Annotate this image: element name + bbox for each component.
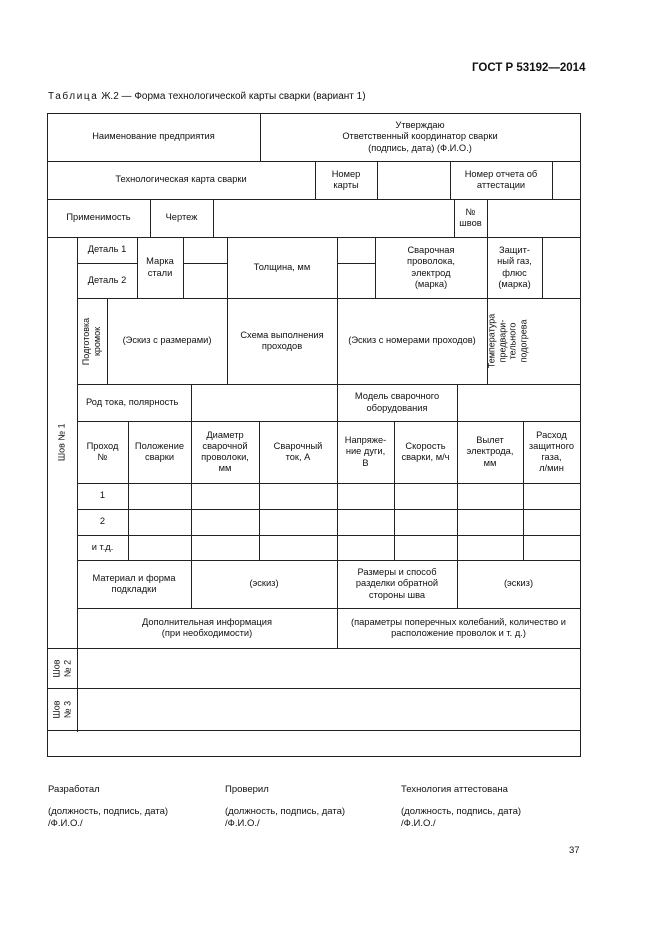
seams-number-line: № bbox=[465, 206, 476, 217]
part-1-label: Деталь 1 bbox=[87, 244, 127, 255]
col-line: сварки, м/ч bbox=[401, 452, 450, 462]
preheat-text bbox=[486, 314, 528, 369]
col-line: Скорость bbox=[405, 440, 446, 451]
grid-line bbox=[337, 263, 375, 264]
seam-2-line: Шов bbox=[51, 658, 62, 678]
col-wire-diameter bbox=[191, 421, 259, 483]
row-number: 1 bbox=[99, 490, 106, 501]
signature-name: /Ф.И.О./ bbox=[401, 818, 436, 829]
preheat-line: тельного bbox=[507, 322, 518, 360]
col-pass-number bbox=[77, 421, 128, 483]
signature-title: Технология аттестована bbox=[401, 784, 508, 795]
preheat-label bbox=[487, 298, 527, 384]
seam-2-label bbox=[47, 648, 77, 688]
oscillation-line: расположение проволок и т. д.) bbox=[391, 628, 526, 638]
thickness-label: Толщина, мм bbox=[253, 261, 311, 272]
wire-line: (марка) bbox=[414, 278, 448, 289]
gas-line: (марка) bbox=[498, 278, 531, 289]
grid-line bbox=[47, 756, 581, 757]
additional-info-line: Дополнительная информация bbox=[142, 616, 272, 627]
col-line: электрода, bbox=[466, 446, 514, 457]
grid-line bbox=[542, 237, 543, 298]
sketch-dims-label: (Эскиз с размерами) bbox=[122, 335, 212, 346]
col-line: Положение bbox=[134, 440, 185, 451]
row-number: 2 bbox=[99, 516, 106, 527]
col-line: ние дуги, bbox=[345, 446, 386, 457]
row-number: и т.д. bbox=[91, 541, 114, 552]
col-line: Вылет bbox=[476, 435, 504, 446]
col-line: мм bbox=[483, 457, 497, 468]
approve-line: (подпись, дата) (Ф.И.О.) bbox=[368, 142, 472, 153]
scheme-line: Схема выполнения bbox=[240, 329, 324, 340]
steel-grade-line: Марка bbox=[146, 256, 174, 267]
signature-line: (должность, подпись, дата) bbox=[48, 806, 169, 817]
edge-prep-line: кромок bbox=[92, 326, 102, 356]
grid-line bbox=[183, 237, 184, 298]
wire-line: электрод bbox=[411, 267, 451, 278]
wire-line: проволока, bbox=[407, 256, 455, 267]
seam-3-label bbox=[47, 688, 77, 730]
table-caption bbox=[48, 91, 366, 102]
col-stickout bbox=[457, 421, 523, 483]
col-line: защитного bbox=[528, 440, 575, 451]
grid-line bbox=[47, 730, 581, 731]
col-line: газа, bbox=[541, 452, 562, 462]
seam-3-line: № 3 bbox=[61, 700, 72, 718]
signature-spacer bbox=[225, 796, 345, 806]
grid-line bbox=[47, 648, 581, 649]
gas-label bbox=[487, 237, 542, 298]
seams-number-label bbox=[454, 199, 487, 237]
gas-line: Защит- bbox=[499, 245, 530, 256]
seams-number-line: швов bbox=[459, 218, 482, 228]
col-line: мм bbox=[218, 463, 232, 474]
signature-name: /Ф.И.О./ bbox=[225, 818, 260, 829]
seam-1-label bbox=[47, 237, 77, 648]
signature-name: /Ф.И.О./ bbox=[48, 818, 83, 829]
col-line: Сварочный bbox=[273, 440, 323, 451]
grid-line bbox=[552, 161, 553, 199]
signature-developed bbox=[48, 784, 168, 830]
grid-line bbox=[77, 509, 581, 510]
report-number-label bbox=[450, 161, 552, 199]
report-number-line: аттестации bbox=[476, 180, 526, 190]
signature-spacer bbox=[401, 796, 521, 806]
part-2-label: Деталь 2 bbox=[87, 274, 127, 285]
grid-line bbox=[337, 237, 338, 298]
col-line: проволоки, bbox=[201, 452, 249, 462]
gas-line: ный газ, bbox=[497, 256, 532, 267]
applicability-label: Применимость bbox=[66, 212, 131, 223]
approve-line: Ответственный координатор сварки bbox=[342, 131, 498, 142]
col-line: В bbox=[362, 457, 369, 468]
preheat-line: подогрева bbox=[517, 319, 528, 363]
caption-prefix: Таблица bbox=[48, 91, 99, 102]
col-line: Расход bbox=[536, 429, 567, 440]
grid-line bbox=[47, 688, 581, 689]
sketch-label: (эскиз) bbox=[249, 578, 279, 589]
grid-line bbox=[457, 384, 458, 421]
col-current bbox=[259, 421, 337, 483]
signature-line: (должность, подпись, дата) bbox=[401, 806, 522, 817]
card-number-line: карты bbox=[333, 180, 359, 190]
grid-line bbox=[377, 161, 378, 199]
back-groove-label bbox=[337, 560, 457, 608]
sketch-passes-label: (Эскиз с номерами проходов) bbox=[348, 335, 476, 346]
equipment-model-line: оборудования bbox=[366, 402, 428, 413]
signature-spacer bbox=[48, 796, 168, 806]
grid-line bbox=[580, 113, 581, 757]
wire-line: Сварочная bbox=[407, 245, 455, 256]
steel-grade-label bbox=[137, 237, 183, 298]
preheat-line: предвари- bbox=[496, 319, 507, 363]
col-position bbox=[128, 421, 191, 483]
col-voltage bbox=[337, 421, 394, 483]
col-line: ток, А bbox=[285, 452, 311, 462]
backing-line: Материал и форма bbox=[92, 572, 176, 583]
scheme-line: проходов bbox=[261, 341, 303, 351]
col-line: № bbox=[97, 452, 108, 462]
seam-1-text: Шов № 1 bbox=[56, 423, 67, 462]
edge-prep-line: Подготовка bbox=[81, 317, 92, 365]
col-gas-flow bbox=[523, 421, 580, 483]
col-line: Проход bbox=[86, 440, 119, 451]
welding-card-form bbox=[47, 113, 581, 757]
caption-text: Ж.2 — Форма технологической карты сварки (вариант 1) bbox=[101, 91, 366, 102]
signature-certified bbox=[401, 784, 521, 830]
col-line: л/мин bbox=[539, 463, 564, 474]
back-groove-line: стороны шва bbox=[368, 589, 426, 600]
page-number: 37 bbox=[569, 845, 580, 856]
col-line: сварки bbox=[144, 452, 175, 462]
gas-line: флюс bbox=[502, 267, 527, 278]
signature-title: Разработал bbox=[48, 784, 100, 795]
edge-prep-label bbox=[77, 298, 107, 384]
sketch-label-2: (эскиз) bbox=[503, 578, 534, 589]
card-number-label bbox=[315, 161, 377, 199]
col-line: Диаметр bbox=[206, 429, 244, 440]
additional-info-label bbox=[77, 608, 337, 648]
backing-label bbox=[77, 560, 191, 608]
grid-line bbox=[213, 199, 214, 237]
back-groove-line: разделки обратной bbox=[355, 578, 439, 589]
signature-checked bbox=[225, 784, 345, 830]
additional-info-line: (при необходимости) bbox=[161, 628, 253, 638]
oscillation-line: (параметры поперечных колебаний, количество и bbox=[351, 616, 566, 627]
preheat-line: Температура bbox=[486, 313, 497, 369]
grid-line bbox=[183, 263, 227, 264]
edge-prep-text bbox=[82, 317, 103, 364]
grid-line bbox=[77, 535, 581, 536]
wire-label bbox=[375, 237, 487, 298]
card-number-line: Номер bbox=[331, 168, 361, 179]
seam-3-text bbox=[51, 700, 72, 718]
grid-line bbox=[77, 483, 581, 484]
current-type-label: Род тока, полярность bbox=[86, 396, 179, 407]
standard-code: ГОСТ Р 53192—2014 bbox=[472, 62, 586, 74]
drawing-label: Чертеж bbox=[165, 212, 198, 223]
equipment-model-line: Модель сварочного bbox=[354, 391, 440, 402]
grid-line bbox=[487, 199, 488, 237]
approve-line: Утверждаю bbox=[395, 120, 445, 131]
col-speed bbox=[394, 421, 457, 483]
seam-2-text bbox=[51, 659, 72, 677]
backing-line: подкладки bbox=[111, 584, 157, 594]
scheme-label bbox=[227, 298, 337, 384]
oscillation-label bbox=[337, 608, 580, 648]
tech-card-title: Технологическая карта сварки bbox=[115, 174, 247, 185]
signature-title: Проверил bbox=[225, 784, 269, 795]
enterprise-name-label: Наименование предприятия bbox=[92, 131, 215, 142]
seam-3-line: Шов bbox=[51, 699, 62, 719]
col-line: сварочной bbox=[202, 440, 248, 451]
seam-2-line: № 2 bbox=[61, 659, 72, 677]
steel-grade-line: стали bbox=[147, 267, 173, 278]
report-number-line: Номер отчета об bbox=[464, 168, 538, 179]
col-line: Напряже- bbox=[344, 435, 387, 446]
back-groove-line: Размеры и способ bbox=[357, 567, 437, 578]
signature-line: (должность, подпись, дата) bbox=[225, 806, 346, 817]
approval-block bbox=[260, 113, 580, 161]
grid-line bbox=[191, 384, 192, 421]
equipment-model-label bbox=[337, 384, 457, 421]
